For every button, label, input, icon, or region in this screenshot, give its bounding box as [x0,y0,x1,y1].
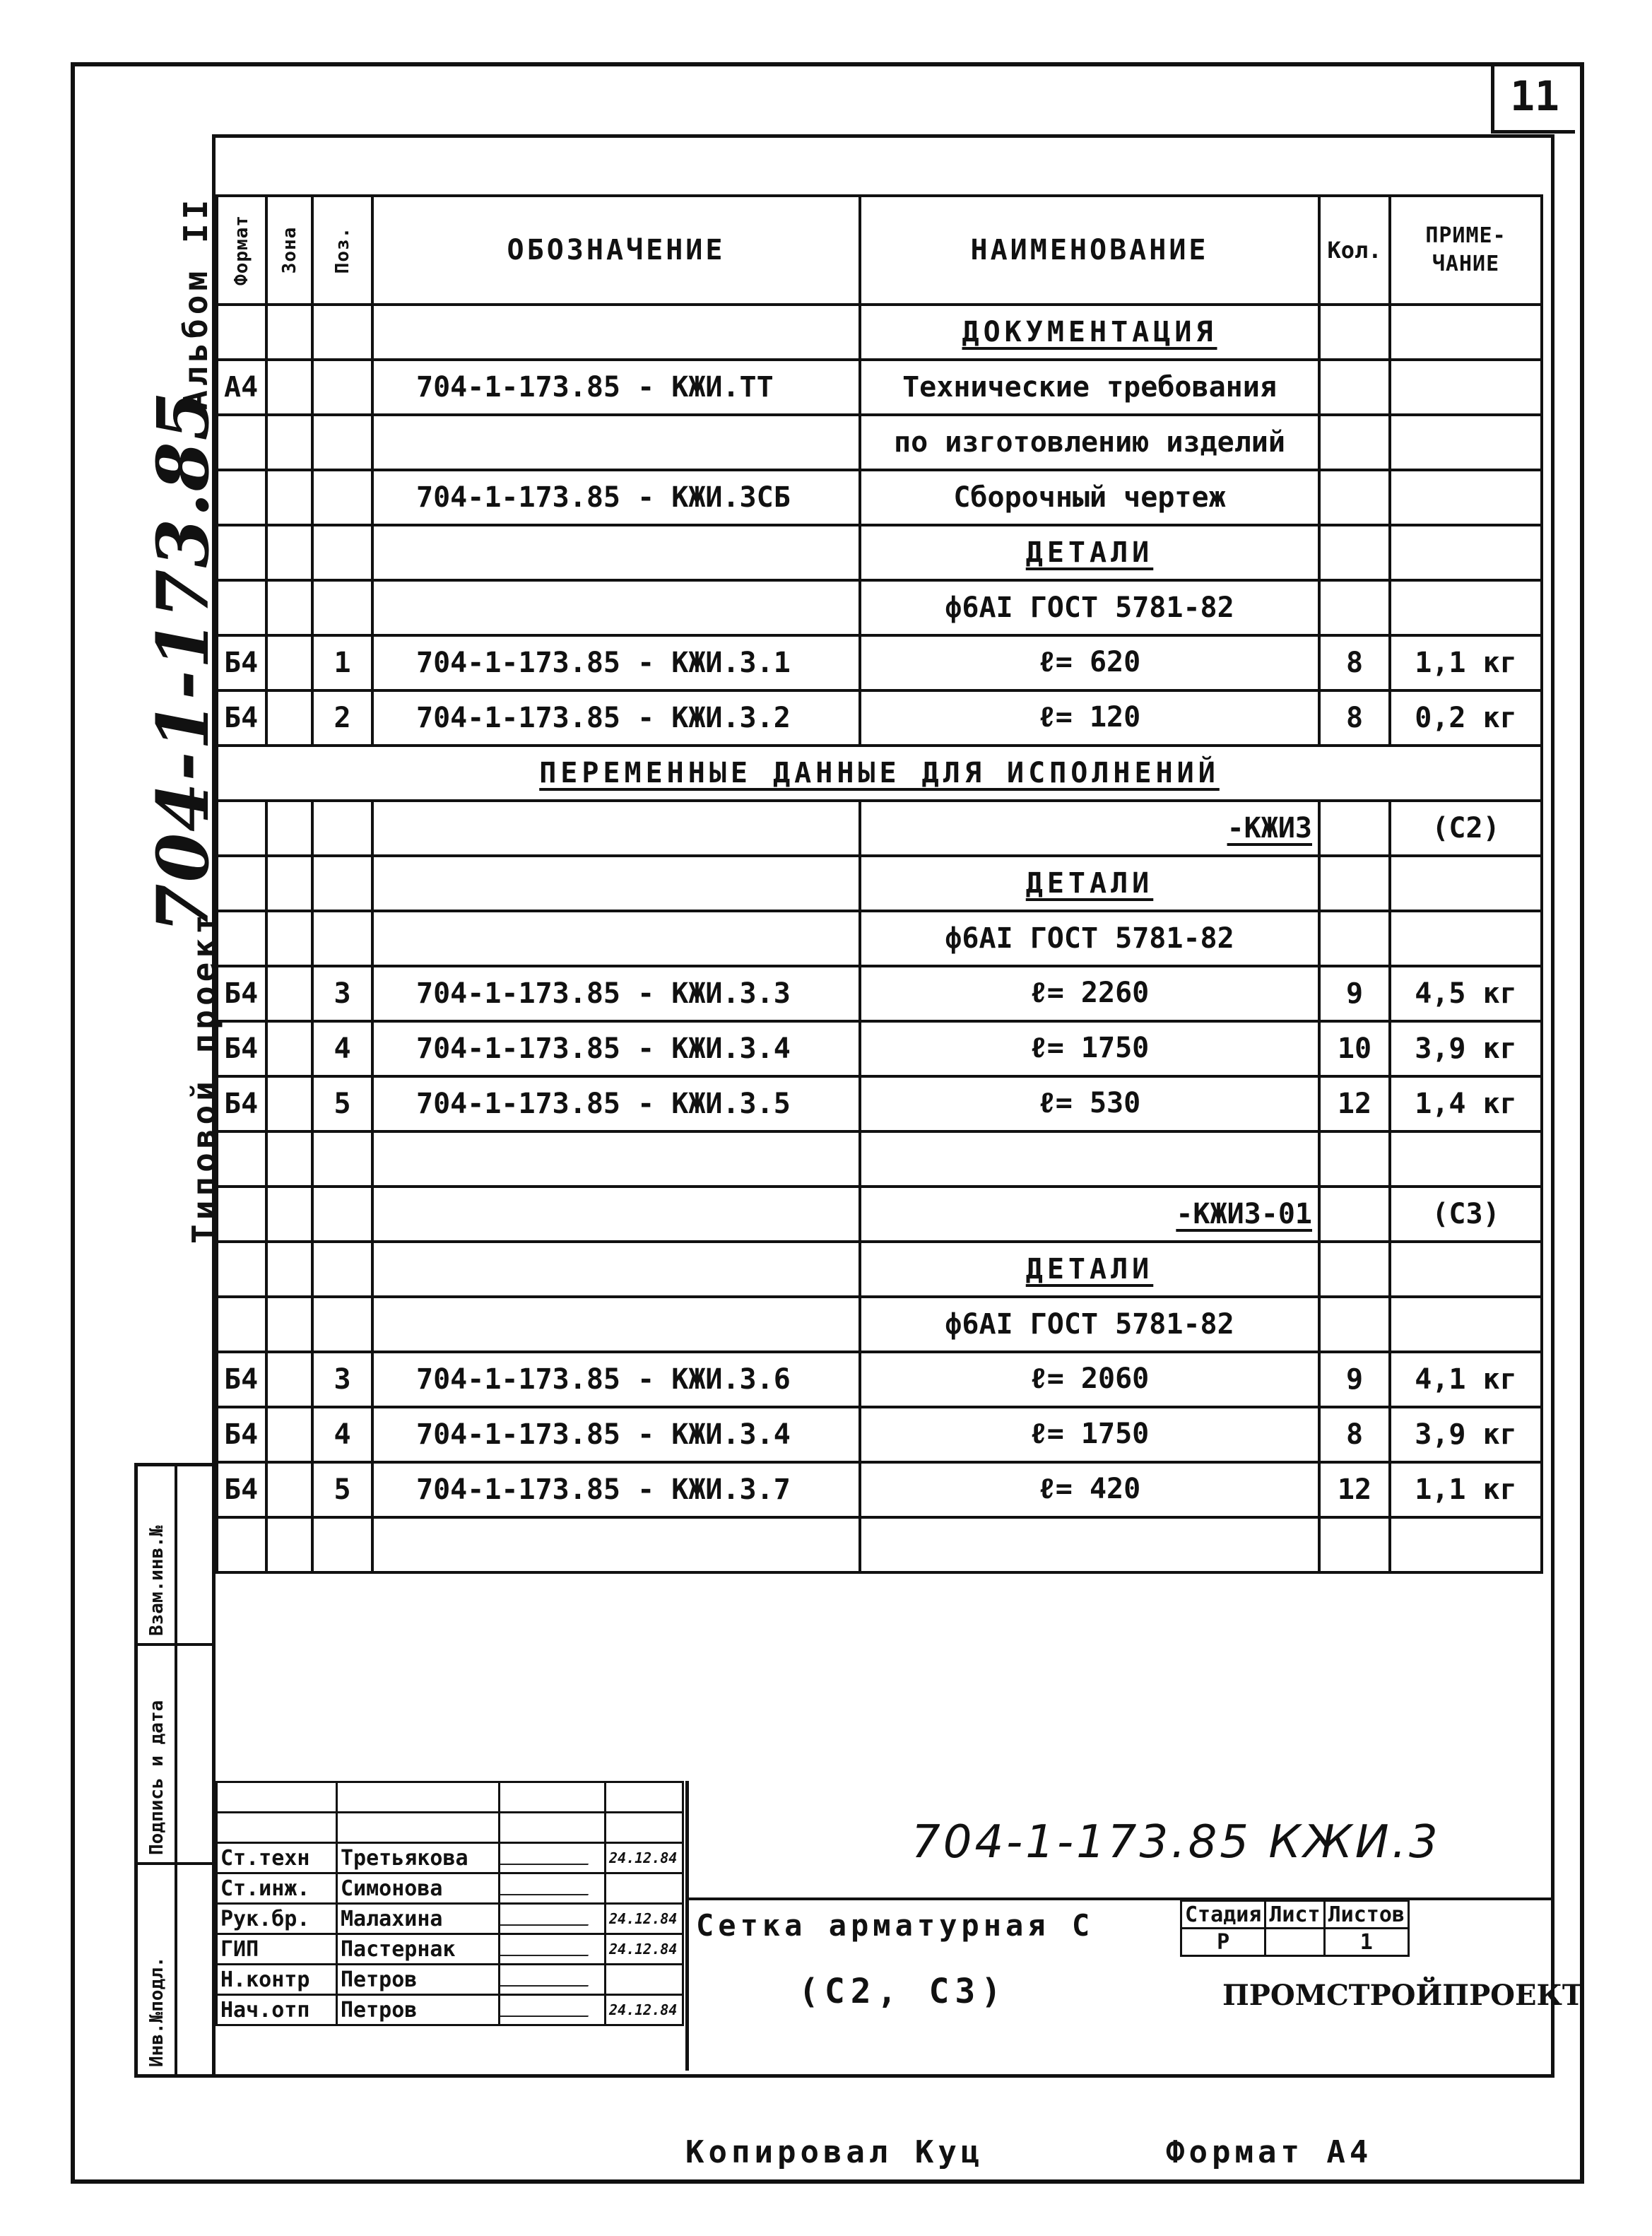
table-row [217,1517,1542,1572]
cell-pos [312,580,372,635]
cell-designation [372,415,860,470]
cell-name: ДОКУМЕНТАЦИЯ [860,305,1319,360]
signature-row [217,1904,683,1934]
cell-designation: 704-1-173.85 - КЖИ.3.2 [372,690,860,746]
cell-note [1390,360,1542,415]
cell-note [1390,470,1542,525]
cell-format [217,856,266,911]
signer-role: Ст.техн [217,1843,337,1873]
cell-zone [266,911,312,966]
specification-table [216,194,1543,1574]
cell-qty: 10 [1319,1021,1390,1076]
cell-qty [1319,1517,1390,1572]
cell-pos [312,1297,372,1352]
cell-designation [372,1187,860,1242]
cell-zone [266,1462,312,1517]
cell-format [217,1517,266,1572]
cell-note: 3,9 кг [1390,1407,1542,1462]
cell-name: ДЕТАЛИ [860,525,1319,580]
cell-name: ДЕТАЛИ [860,856,1319,911]
cell-note [1390,1297,1542,1352]
album-label: Альбом II [177,195,215,410]
cell-name: ДЕТАЛИ [860,1242,1319,1297]
cell-note: 0,2 кг [1390,690,1542,746]
cell-format [217,1131,266,1187]
signature-row [217,1995,683,2025]
cell-format [217,580,266,635]
cell-designation [372,305,860,360]
table-row [217,1462,1542,1517]
table-row [217,1297,1542,1352]
table-row [217,1242,1542,1297]
cell-zone [266,635,312,690]
cell-pos: 1 [312,635,372,690]
cell-qty [1319,1242,1390,1297]
stage-value: Р [1181,1929,1265,1956]
cell-name [860,1517,1319,1572]
stage-table [1180,1900,1410,1957]
cell-format: Б4 [217,1462,266,1517]
signer-name: Третьякова [337,1843,500,1873]
cell-pos: 4 [312,1021,372,1076]
cell-pos [312,470,372,525]
signature-mark [500,1843,606,1873]
col-note: ПРИМЕ-ЧАНИЕ [1390,196,1542,305]
cell-note: 3,9 кг [1390,1021,1542,1076]
strip-inv-zam: Взам.инв.№ [146,1525,167,1636]
cell-note: 1,1 кг [1390,1462,1542,1517]
cell-format: А4 [217,360,266,415]
cell-zone [266,305,312,360]
cell-zone [266,470,312,525]
cell-note [1390,1242,1542,1297]
cell-note: 1,4 кг [1390,1076,1542,1131]
cell-format [217,911,266,966]
cell-designation [372,525,860,580]
sheet-label: Лист [1265,1901,1324,1929]
signer-role: Рук.бр. [217,1904,337,1934]
cell-name: ℓ= 1750 [860,1407,1319,1462]
cell-format [217,1187,266,1242]
table-row [217,911,1542,966]
cell-pos: 3 [312,966,372,1021]
cell-note: 1,1 кг [1390,635,1542,690]
table-header [217,196,1542,305]
cell-qty [1319,525,1390,580]
col-zone: Зона [266,196,312,305]
organization: ПРОМСТРОЙПРОЕКТ [1222,1979,1583,2012]
cell-name: ℓ= 620 [860,635,1319,690]
cell-format: Б4 [217,1021,266,1076]
col-name: НАИМЕНОВАНИЕ [860,196,1319,305]
cell-zone [266,580,312,635]
cell-designation [372,1297,860,1352]
sheet-number: 11 [1491,62,1575,134]
signature-table [216,1781,684,2026]
cell-designation: 704-1-173.85 - КЖИ.3.1 [372,635,860,690]
cell-qty: 12 [1319,1462,1390,1517]
cell-name [860,1131,1319,1187]
signer-name: Малахина [337,1904,500,1934]
table-row [217,470,1542,525]
cell-pos [312,911,372,966]
signature-row [217,1934,683,1965]
cell-qty [1319,911,1390,966]
sheets-label: Листов [1324,1901,1408,1929]
cell-pos: 4 [312,1407,372,1462]
cell-zone [266,1517,312,1572]
cell-zone [266,1021,312,1076]
cell-format: Б4 [217,966,266,1021]
cell-pos [312,1242,372,1297]
cell-zone [266,801,312,856]
cell-format: Б4 [217,635,266,690]
cell-designation: 704-1-173.85 - КЖИ.3.4 [372,1021,860,1076]
cell-pos [312,801,372,856]
signer-role: Нач.отп [217,1995,337,2025]
document-code: 704-1-173.85 КЖИ.3 [911,1816,1441,1869]
cell-qty [1319,1297,1390,1352]
cell-zone [266,1407,312,1462]
cell-designation [372,856,860,911]
cell-qty [1319,305,1390,360]
cell-designation [372,911,860,966]
cell-designation: 704-1-173.85 - КЖИ.3.4 [372,1407,860,1462]
signer-date: 24.12.84 [606,1843,683,1873]
cell-qty: 8 [1319,635,1390,690]
project-code-vertical: 704-1-173.85 [141,389,225,933]
cell-format [217,470,266,525]
col-designation: ОБОЗНАЧЕНИЕ [372,196,860,305]
handwritten-signature [500,1877,595,1895]
cell-pos [312,415,372,470]
cell-qty [1319,856,1390,911]
signer-name: Симонова [337,1873,500,1904]
cell-format: Б4 [217,1352,266,1407]
cell-format [217,1242,266,1297]
cell-qty: 9 [1319,1352,1390,1407]
signer-role: Н.контр [217,1965,337,1995]
signature-mark [500,1904,606,1934]
cell-pos [312,525,372,580]
cell-designation: 704-1-173.85 - КЖИ.3.3 [372,966,860,1021]
cell-pos: 3 [312,1352,372,1407]
cell-zone [266,856,312,911]
cell-designation [372,801,860,856]
cell-qty [1319,415,1390,470]
signature-mark [500,1995,606,2025]
table-row [217,635,1542,690]
cell-format: Б4 [217,1407,266,1462]
table-row [217,1076,1542,1131]
cell-note: 4,5 кг [1390,966,1542,1021]
strip-sign-date: Подпись и дата [146,1700,167,1855]
cell-format: Б4 [217,690,266,746]
cell-name: по изготовлению изделий [860,415,1319,470]
handwritten-signature [500,1999,595,2017]
cell-note [1390,911,1542,966]
signer-date: 24.12.84 [606,1995,683,2025]
signature-mark [500,1934,606,1965]
cell-pos [312,305,372,360]
cell-zone [266,1242,312,1297]
sheet-value [1265,1929,1324,1956]
project-type-label: Типовой проект [185,910,223,1244]
cell-qty [1319,1187,1390,1242]
col-qty: Кол. [1319,196,1390,305]
cell-zone [266,690,312,746]
signer-name: Пастернак [337,1934,500,1965]
left-stamp-strip [134,1463,216,2078]
cell-designation [372,1242,860,1297]
table-row [217,746,1542,801]
cell-note: (С3) [1390,1187,1542,1242]
cell-note [1390,580,1542,635]
handwritten-signature [500,1907,595,1926]
cell-name: ℓ= 2060 [860,1352,1319,1407]
table-row [217,966,1542,1021]
cell-note [1390,305,1542,360]
col-format: Формат [217,196,266,305]
signer-role: Ст.инж. [217,1873,337,1904]
sheets-value: 1 [1324,1929,1408,1956]
cell-name: ℓ= 1750 [860,1021,1319,1076]
signature-row [217,1965,683,1995]
cell-note [1390,856,1542,911]
signer-name: Петров [337,1965,500,1995]
cell-name: -КЖИ3-01 [860,1187,1319,1242]
cell-name: Сборочный чертеж [860,470,1319,525]
cell-designation [372,1131,860,1187]
cell-format [217,415,266,470]
signer-name: Петров [337,1995,500,2025]
cell-designation [372,1517,860,1572]
table-row [217,360,1542,415]
cell-format [217,1297,266,1352]
table-row [217,415,1542,470]
cell-format [217,305,266,360]
copied-by: Копировал Куц [685,2134,984,2170]
cell-zone [266,1297,312,1352]
table-row [217,1407,1542,1462]
table-row [217,801,1542,856]
cell-name: ф6АI ГОСТ 5781-82 [860,911,1319,966]
cell-name: Технические требования [860,360,1319,415]
cell-name: ℓ= 120 [860,690,1319,746]
signature-row [217,1873,683,1904]
cell-name: ℓ= 420 [860,1462,1319,1517]
cell-note [1390,525,1542,580]
signature-row [217,1843,683,1873]
cell-zone [266,1187,312,1242]
table-row [217,1131,1542,1187]
table-row [217,1021,1542,1076]
cell-zone [266,966,312,1021]
cell-designation: 704-1-173.85 - КЖИ.3.6 [372,1352,860,1407]
cell-format: Б4 [217,1076,266,1131]
cell-qty [1319,360,1390,415]
signer-role: ГИП [217,1934,337,1965]
cell-name: ф6АI ГОСТ 5781-82 [860,1297,1319,1352]
cell-pos [312,1187,372,1242]
cell-name: ℓ= 530 [860,1076,1319,1131]
cell-designation: 704-1-173.85 - КЖИ.3СБ [372,470,860,525]
cell-pos [312,1131,372,1187]
cell-pos [312,856,372,911]
handwritten-signature [500,1938,595,1956]
table-row [217,525,1542,580]
cell-designation: 704-1-173.85 - КЖИ.3.7 [372,1462,860,1517]
cell-name: -КЖИ3 [860,801,1319,856]
cell-format [217,525,266,580]
signer-date: 24.12.84 [606,1904,683,1934]
cell-qty: 9 [1319,966,1390,1021]
variable-data-heading: ПЕРЕМЕННЫЕ ДАННЫЕ ДЛЯ ИСПОЛНЕНИЙ [217,746,1542,801]
cell-qty: 12 [1319,1076,1390,1131]
stage-label: Стадия [1181,1901,1265,1929]
table-row [217,690,1542,746]
signature-mark [500,1965,606,1995]
handwritten-signature [500,1847,595,1865]
cell-designation [372,580,860,635]
table-row [217,1352,1542,1407]
cell-designation: 704-1-173.85 - КЖИ.ТТ [372,360,860,415]
cell-note: 4,1 кг [1390,1352,1542,1407]
object-name: Сетка арматурная С [696,1908,1095,1943]
cell-note [1390,415,1542,470]
strip-inv-podl: Инв.№подл. [146,1956,167,2067]
cell-zone [266,1352,312,1407]
cell-zone [266,360,312,415]
cell-pos: 5 [312,1462,372,1517]
cell-pos: 5 [312,1076,372,1131]
cell-qty [1319,580,1390,635]
cell-zone [266,415,312,470]
cell-note [1390,1517,1542,1572]
signature-mark [500,1873,606,1904]
cell-qty [1319,801,1390,856]
object-subtitle: (С2, С3) [798,1972,1008,2011]
cell-pos: 2 [312,690,372,746]
cell-qty: 8 [1319,690,1390,746]
cell-designation: 704-1-173.85 - КЖИ.3.5 [372,1076,860,1131]
cell-format [217,801,266,856]
cell-name: ℓ= 2260 [860,966,1319,1021]
table-row [217,305,1542,360]
cell-pos [312,1517,372,1572]
signer-date: 24.12.84 [606,1934,683,1965]
cell-zone [266,525,312,580]
format-label: Формат А4 [1166,2134,1373,2170]
col-pos: Поз. [312,196,372,305]
handwritten-signature [500,1968,595,1987]
signer-date [606,1873,683,1904]
cell-qty [1319,1131,1390,1187]
table-row [217,856,1542,911]
cell-pos [312,360,372,415]
cell-zone [266,1076,312,1131]
cell-qty [1319,470,1390,525]
cell-name: ф6АI ГОСТ 5781-82 [860,580,1319,635]
cell-note [1390,1131,1542,1187]
table-row [217,1187,1542,1242]
cell-zone [266,1131,312,1187]
signer-date [606,1965,683,1995]
cell-qty: 8 [1319,1407,1390,1462]
table-row [217,580,1542,635]
cell-note: (С2) [1390,801,1542,856]
